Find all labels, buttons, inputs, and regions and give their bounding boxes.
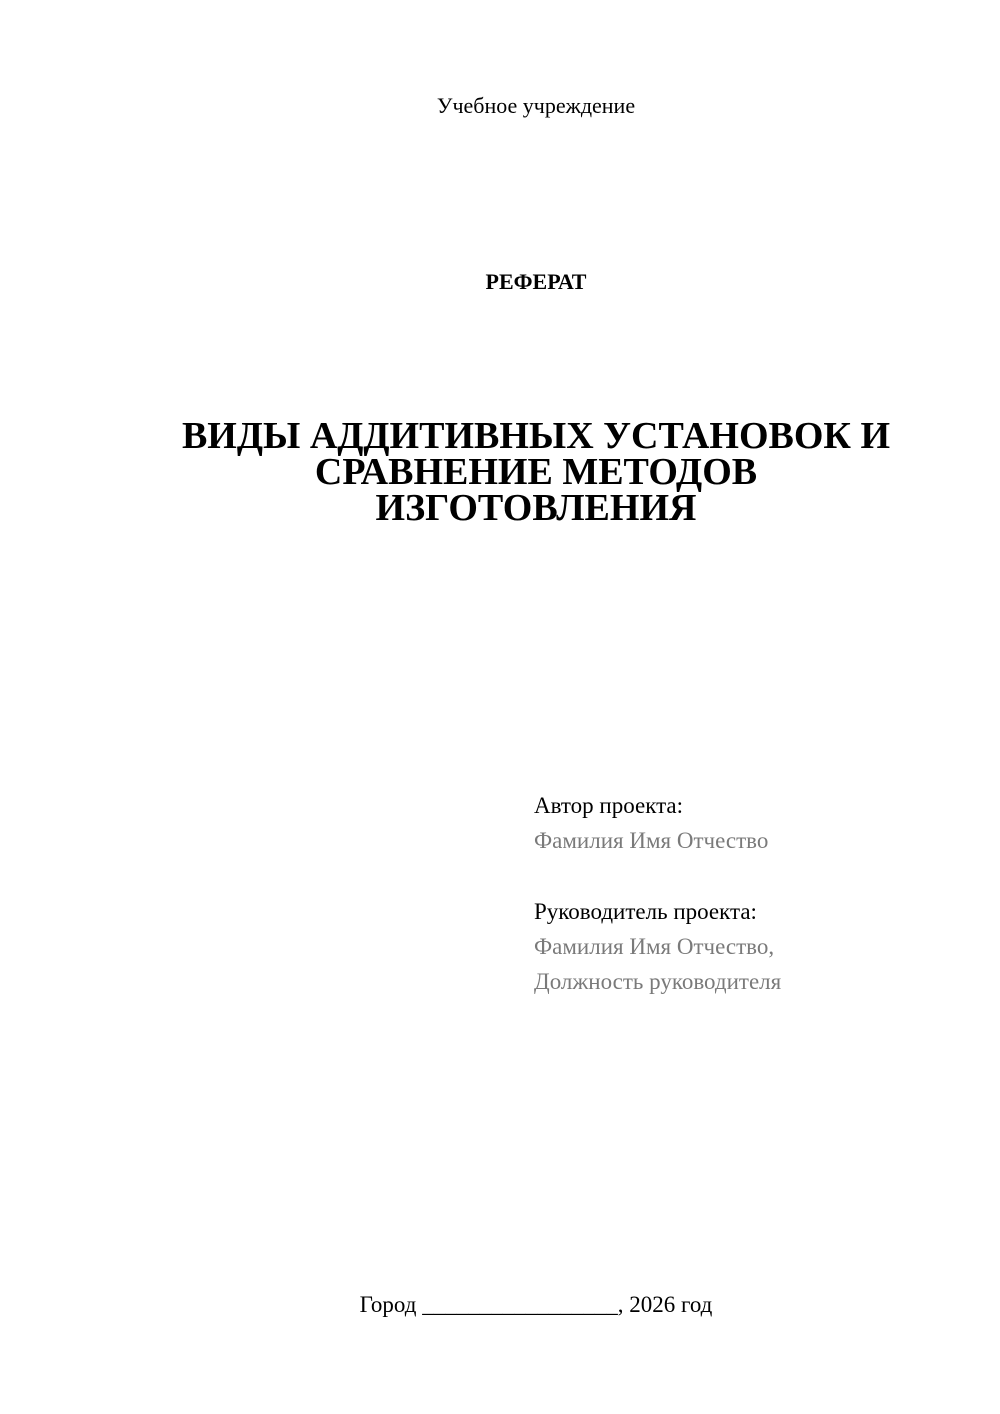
document-type: РЕФЕРАТ — [485, 269, 587, 294]
footer-city-year — [0, 1290, 1000, 1320]
year-text: , 2026 год — [617, 1292, 713, 1317]
credits-block — [534, 788, 974, 999]
city-blank: _________________ — [422, 1292, 618, 1317]
author-name: Фамилия Имя Отчество — [534, 828, 769, 853]
document-title — [0, 415, 1000, 529]
title-line: СРАВНЕНИЕ МЕТОДОВ — [314, 451, 758, 493]
institution-name: Учебное учреждение — [436, 93, 636, 118]
supervisor-position: Должность руководителя — [534, 969, 782, 994]
city-label: Город — [359, 1292, 417, 1317]
title-line: ВИДЫ АДДИТИВНЫХ УСТАНОВОК И — [181, 415, 891, 457]
credits-spacer — [534, 858, 974, 894]
title-line: ИЗГОТОВЛЕНИЯ — [375, 487, 697, 529]
supervisor-label: Руководитель проекта: — [534, 899, 757, 924]
author-label: Автор проекта: — [534, 793, 683, 818]
supervisor-name: Фамилия Имя Отчество, — [534, 934, 775, 959]
